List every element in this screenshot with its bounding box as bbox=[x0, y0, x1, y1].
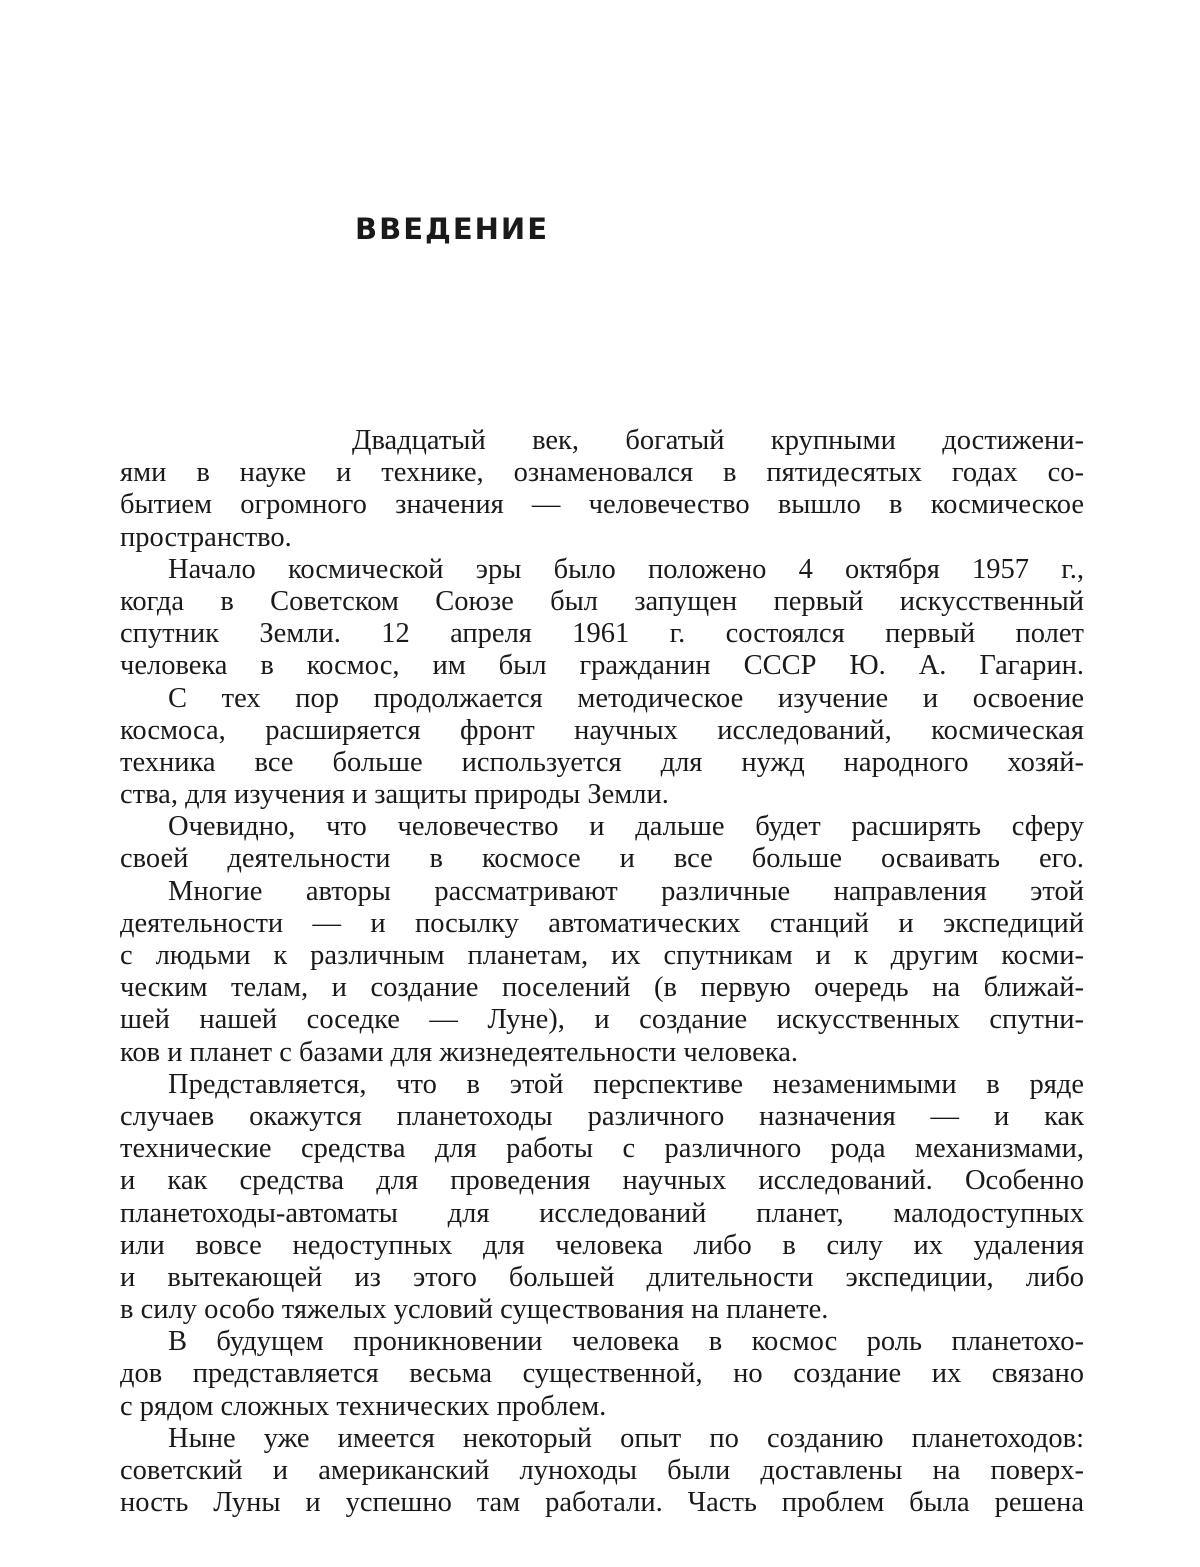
text-line: спутник Земли. 12 апреля 1961 г. состоялся первый полет bbox=[120, 618, 1084, 650]
text-line: ческим телам, и создание поселений (в первую очередь на ближай- bbox=[120, 972, 1084, 1004]
text-line: человека в космос, им был гражданин СССР Ю. А. Гагарин. bbox=[120, 650, 1084, 682]
text-line: или вовсе недоступных для человека либо в силу их удаления bbox=[120, 1229, 1084, 1261]
text-line: дов представляется весьма существенной, но создание их связано bbox=[120, 1358, 1084, 1390]
text-line: и как средства для проведения научных исследований. Особенно bbox=[120, 1165, 1084, 1197]
body-text bbox=[120, 425, 1084, 1519]
text-line: Ныне уже имеется некоторый опыт по созданию планетоходов: bbox=[168, 1422, 1084, 1454]
text-line: когда в Советском Союзе был запущен первый искусственный bbox=[120, 585, 1084, 617]
text-line: Очевидно, что человечество и дальше будет расширять сферу bbox=[168, 811, 1084, 843]
text-line: деятельности — и посылку автоматических станций и экспедиций bbox=[120, 907, 1084, 939]
text-line: Многие авторы рассматривают различные направления этой bbox=[168, 875, 1084, 907]
text-line: случаев окажутся планетоходы различного назначения — и как bbox=[120, 1100, 1084, 1132]
text-line: пространство. bbox=[120, 521, 292, 553]
chapter-heading: ВВЕДЕНИЕ bbox=[355, 212, 550, 246]
text-line: техника все больше используется для нужд народного хозяй- bbox=[120, 746, 1084, 778]
text-line: ями в науке и технике, ознаменовался в пятидесятых годах со- bbox=[120, 457, 1084, 489]
text-line: своей деятельности в космосе и все больше осваивать его. bbox=[120, 843, 1084, 875]
text-line: ность Луны и успешно там работали. Часть проблем была решена bbox=[120, 1487, 1084, 1519]
text-line: бытием огромного значения — человечество вышло в космическое bbox=[120, 489, 1084, 521]
text-line: планетоходы-автоматы для исследований планет, малодоступных bbox=[120, 1197, 1084, 1229]
text-line: космоса, расширяется фронт научных исследований, космическая bbox=[120, 714, 1084, 746]
text-line: Представляется, что в этой перспективе незаменимыми в ряде bbox=[168, 1068, 1084, 1100]
text-line: с рядом сложных технических проблем. bbox=[120, 1390, 607, 1422]
text-line: Начало космической эры было положено 4 октября 1957 г., bbox=[168, 553, 1084, 585]
text-line: В будущем проникновении человека в космос роль планетохо- bbox=[168, 1326, 1084, 1358]
text-line: ков и планет с базами для жизнедеятельности человека. bbox=[120, 1036, 799, 1068]
text-line: и вытекающей из этого большей длительности экспедиции, либо bbox=[120, 1261, 1084, 1293]
text-line: шей нашей соседке — Луне), и создание искусственных спутни- bbox=[120, 1004, 1084, 1036]
text-line: ства, для изучения и защиты природы Земли. bbox=[120, 779, 669, 811]
text-line: Двадцатый век, богатый крупными достижени- bbox=[352, 425, 1084, 456]
text-line: технические средства для работы с различного рода механизмами, bbox=[120, 1133, 1084, 1165]
text-line: в силу особо тяжелых условий существования на планете. bbox=[120, 1294, 829, 1326]
text-line: советский и американский луноходы были доставлены на поверх- bbox=[120, 1455, 1084, 1486]
text-line: с людьми к различным планетам, их спутникам и к другим косми- bbox=[120, 940, 1084, 971]
text-line: С тех пор продолжается методическое изучение и освоение bbox=[168, 682, 1084, 714]
